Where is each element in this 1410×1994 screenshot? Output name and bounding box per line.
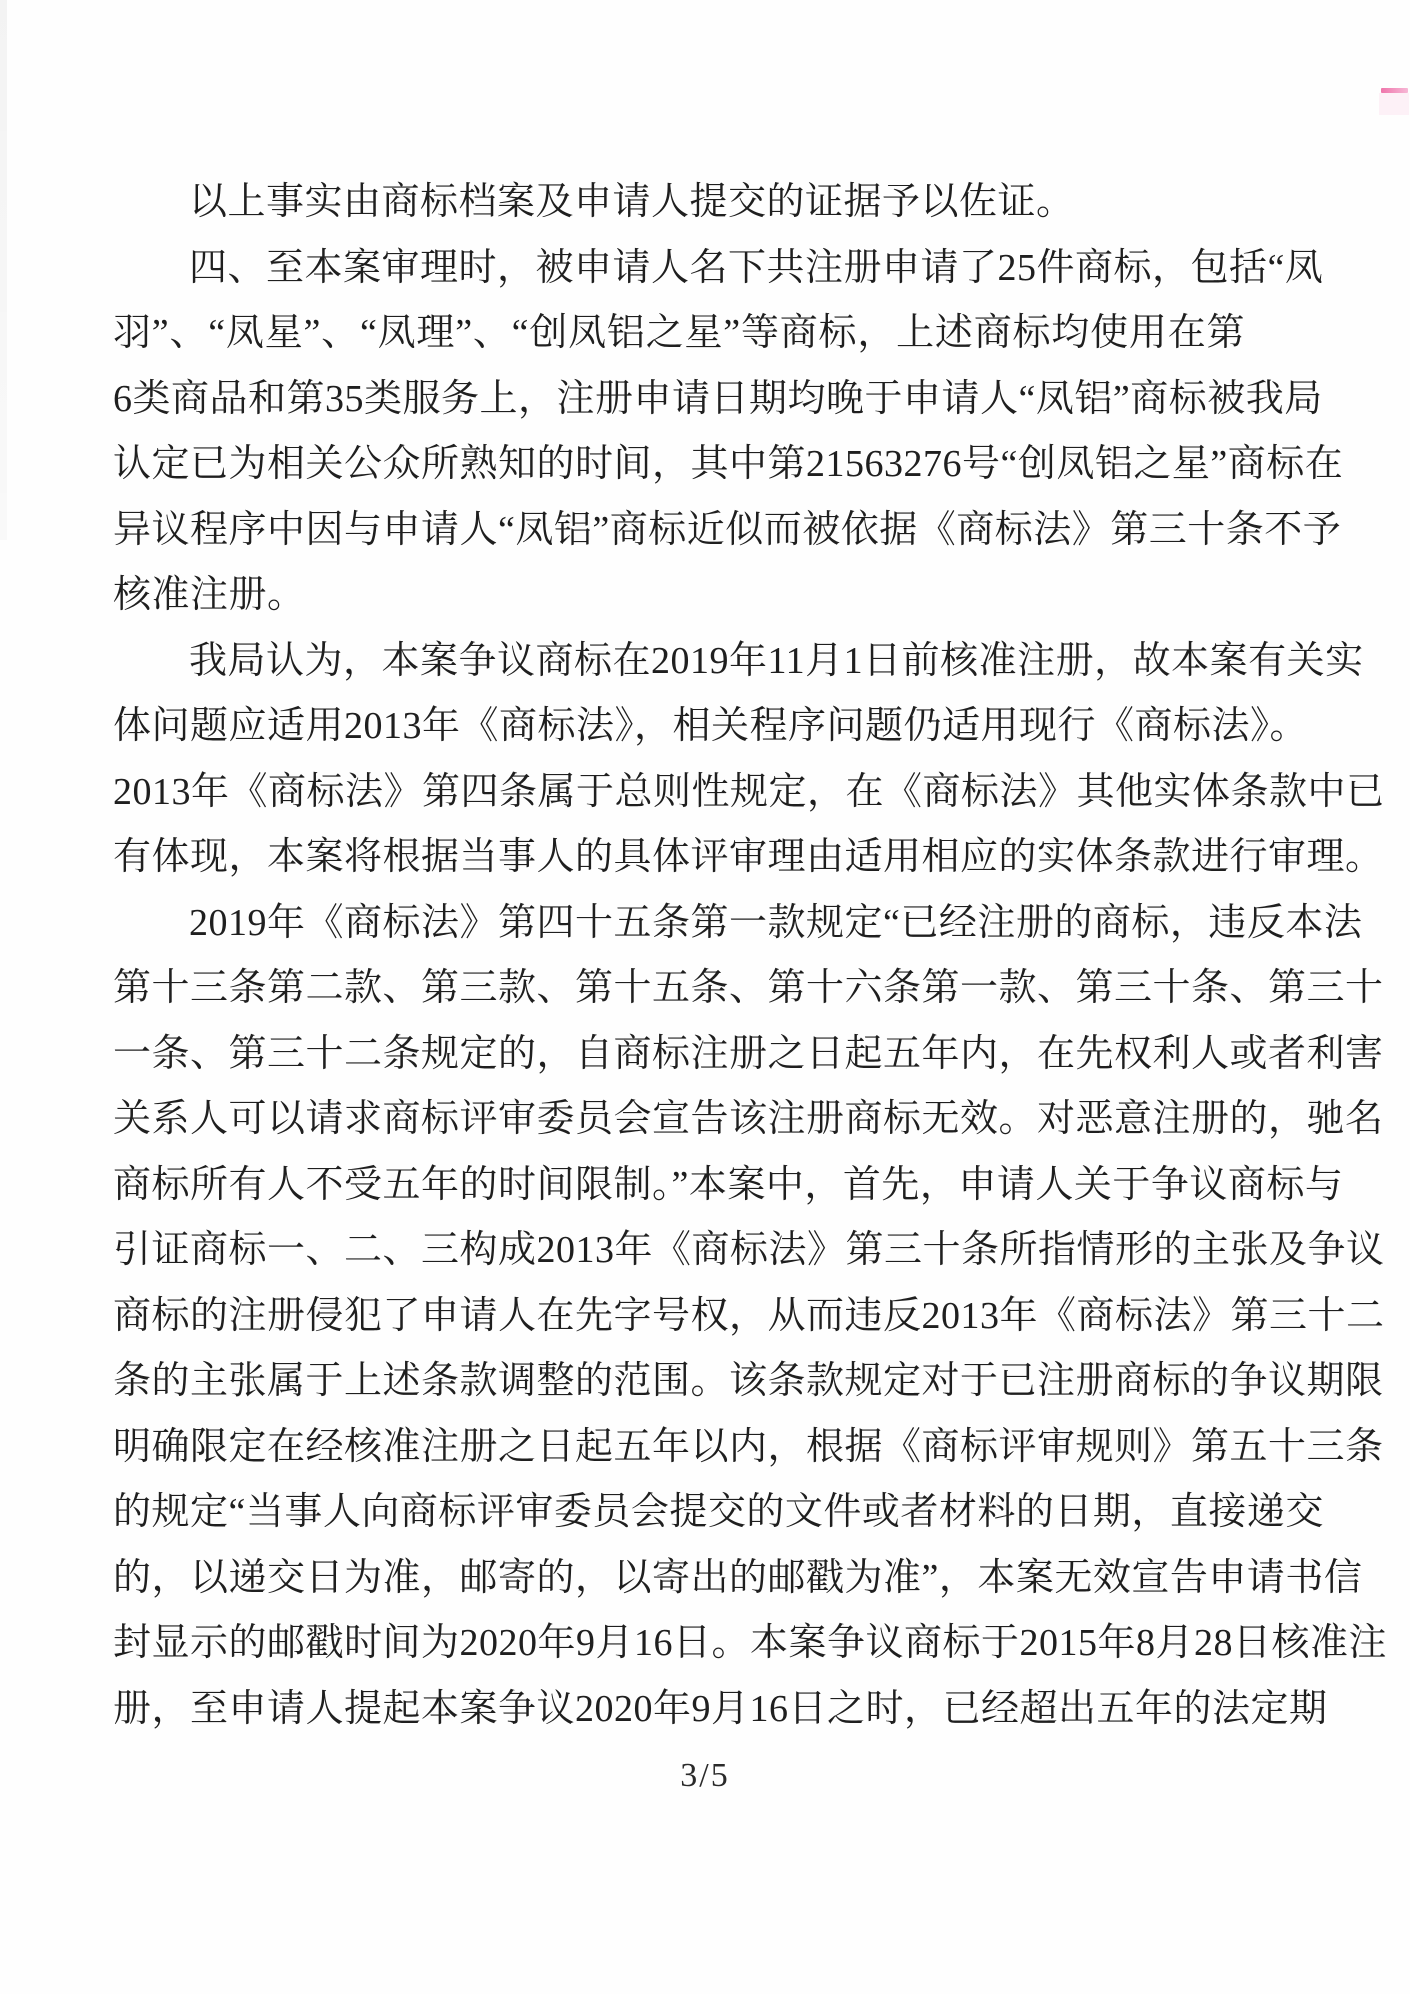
text-line: 异议程序中因与申请人“凤铝”商标近似而被依据《商标法》第三十条不予 — [113, 508, 1342, 551]
text-line: 有体现，本案将根据当事人的具体评审理由适用相应的实体条款进行审理。 — [113, 836, 1384, 878]
page-number: 3/5 — [680, 1757, 730, 1794]
document-body — [113, 170, 1388, 1742]
text-line: 第十三条第二款、第三款、第十五条、第十六条第一款、第三十条、第三十 — [113, 967, 1384, 1009]
text-line: 明确限定在经核准注册之日起五年以内，根据《商标评审规则》第五十三条 — [113, 1425, 1384, 1468]
text-line: 6类商品和第35类服务上，注册申请日期均晚于申请人“凤铝”商标被我局 — [113, 377, 1323, 420]
text-line: 羽”、“凤星”、“凤理”、“创凤铝之星”等商标，上述商标均使用在第 — [113, 312, 1245, 354]
text-line: 2013年《商标法》第四条属于总则性规定，在《商标法》其他实体条款中已 — [113, 770, 1385, 813]
text-line: 关系人可以请求商标评审委员会宣告该注册商标无效。对恶意注册的，驰名 — [113, 1098, 1384, 1140]
text-line: 的，以递交日为准，邮寄的，以寄出的邮戳为准”，本案无效宣告申请书信 — [113, 1556, 1363, 1599]
pink-scan-mark-halo — [1379, 93, 1409, 115]
text-line: 引证商标一、二、三构成2013年《商标法》第三十条所指情形的主张及争议 — [113, 1229, 1385, 1271]
text-line: 商标的注册侵犯了申请人在先字号权，从而违反2013年《商标法》第三十二 — [113, 1294, 1385, 1337]
text-line: 我局认为，本案争议商标在2019年11月1日前核准注册，故本案有关实 — [189, 639, 1364, 682]
text-line: 条的主张属于上述条款调整的范围。该条款规定对于已注册商标的争议期限 — [113, 1360, 1384, 1402]
text-line: 一条、第三十二条规定的，自商标注册之日起五年内，在先权利人或者利害 — [113, 1032, 1384, 1075]
text-line: 册，至申请人提起本案争议2020年9月16日之时，已经超出五年的法定期 — [113, 1687, 1328, 1730]
text-line: 认定已为相关公众所熟知的时间，其中第21563276号“创凤铝之星”商标在 — [113, 443, 1344, 485]
text-line: 体问题应适用2013年《商标法》，相关程序问题仍适用现行《商标法》。 — [113, 705, 1309, 747]
text-line: 商标所有人不受五年的时间限制。”本案中，首先，申请人关于争议商标与 — [113, 1163, 1344, 1206]
text-line: 四、至本案审理时，被申请人名下共注册申请了25件商标，包括“凤 — [189, 246, 1324, 289]
pink-scan-mark — [1381, 88, 1408, 93]
text-line: 的规定“当事人向商标评审委员会提交的文件或者材料的日期，直接递交 — [113, 1491, 1324, 1533]
text-line: 以上事实由商标档案及申请人提交的证据予以佐证。 — [189, 181, 1075, 223]
text-line: 2019年《商标法》第四十五条第一款规定“已经注册的商标，违反本法 — [189, 901, 1363, 944]
text-line: 封显示的邮戳时间为2020年9月16日。本案争议商标于2015年8月28日核准注 — [113, 1622, 1388, 1664]
text-line: 核准注册。 — [113, 574, 306, 616]
scanner-edge-artifact — [0, 0, 7, 540]
